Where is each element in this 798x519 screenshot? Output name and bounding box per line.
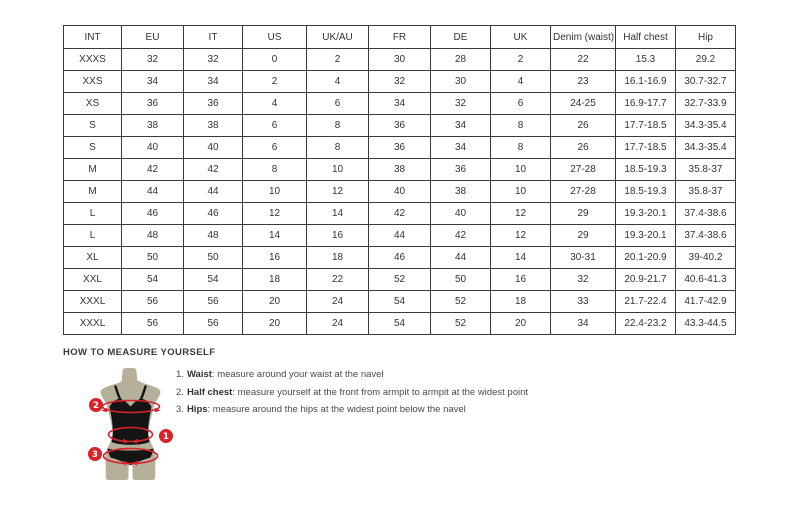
- size-cell: L: [64, 203, 122, 225]
- size-cell: 24: [307, 313, 369, 335]
- size-cell: 27-28: [551, 159, 616, 181]
- step-number: 1.: [176, 369, 184, 380]
- column-header: Half chest: [616, 26, 676, 49]
- size-cell: 50: [431, 269, 491, 291]
- size-cell: 12: [243, 203, 307, 225]
- step-label: Half chest: [186, 386, 233, 398]
- measure-steps: [176, 370, 751, 423]
- size-cell: 28: [431, 49, 491, 71]
- size-cell: 16: [307, 225, 369, 247]
- size-cell: 38: [369, 159, 431, 181]
- size-cell: 40.6-41.3: [676, 269, 736, 291]
- size-cell: 20: [491, 313, 551, 335]
- step-text: : measure around the hips at the widest point below the navel: [207, 404, 466, 415]
- size-cell: 38: [184, 115, 243, 137]
- size-cell: 26: [551, 137, 616, 159]
- size-cell: 34: [184, 71, 243, 93]
- size-cell: 40: [369, 181, 431, 203]
- size-cell: 34: [431, 137, 491, 159]
- size-cell: 8: [491, 137, 551, 159]
- size-cell: M: [64, 181, 122, 203]
- size-cell: 6: [243, 137, 307, 159]
- size-cell: 18: [307, 247, 369, 269]
- size-cell: 4: [243, 93, 307, 115]
- size-cell: 2: [307, 49, 369, 71]
- step-text: : measure yourself at the front from armpit to armpit at the widest point: [232, 386, 529, 398]
- size-cell: 22: [307, 269, 369, 291]
- size-cell: 6: [243, 115, 307, 137]
- table-row: [64, 247, 736, 269]
- size-cell: 54: [369, 291, 431, 313]
- size-cell: 4: [491, 71, 551, 93]
- size-chart-table: [63, 25, 736, 335]
- size-cell: 37.4-38.6: [676, 203, 736, 225]
- size-cell: 48: [184, 225, 243, 247]
- size-cell: 36: [122, 93, 184, 115]
- column-header: IT: [184, 26, 243, 49]
- table-header-row: [64, 26, 736, 49]
- size-cell: 8: [307, 115, 369, 137]
- size-cell: 36: [369, 137, 431, 159]
- size-cell: 17.7-18.5: [616, 115, 676, 137]
- size-cell: 44: [184, 181, 243, 203]
- size-cell: 56: [122, 313, 184, 335]
- size-cell: M: [64, 159, 122, 181]
- size-cell: 32: [431, 93, 491, 115]
- size-cell: 36: [431, 159, 491, 181]
- column-header: INT: [64, 26, 122, 49]
- size-cell: 0: [243, 49, 307, 71]
- table-row: [64, 137, 736, 159]
- size-cell: L: [64, 225, 122, 247]
- size-cell: 42: [184, 159, 243, 181]
- size-cell: 16.1-16.9: [616, 71, 676, 93]
- size-cell: 54: [122, 269, 184, 291]
- size-cell: 50: [122, 247, 184, 269]
- size-cell: 10: [307, 159, 369, 181]
- size-cell: 16.9-17.7: [616, 93, 676, 115]
- size-cell: XXS: [64, 71, 122, 93]
- size-cell: 20.1-20.9: [616, 247, 676, 269]
- size-cell: 18.5-19.3: [616, 159, 676, 181]
- size-cell: 42: [431, 225, 491, 247]
- size-cell: XXXL: [64, 313, 122, 335]
- size-cell: 39-40.2: [676, 247, 736, 269]
- size-cell: XS: [64, 93, 122, 115]
- step-number: 3.: [176, 404, 184, 415]
- figure-badge-2: [89, 398, 103, 412]
- size-cell: 29: [551, 225, 616, 247]
- size-cell: XXXS: [64, 49, 122, 71]
- size-cell: 23: [551, 71, 616, 93]
- table-row: [64, 313, 736, 335]
- size-cell: 10: [491, 181, 551, 203]
- size-cell: 16: [243, 247, 307, 269]
- size-cell: 44: [431, 247, 491, 269]
- column-header: FR: [369, 26, 431, 49]
- size-cell: 34: [431, 115, 491, 137]
- size-cell: 17.7-18.5: [616, 137, 676, 159]
- size-cell: 44: [122, 181, 184, 203]
- size-cell: 30-31: [551, 247, 616, 269]
- size-cell: 50: [184, 247, 243, 269]
- badge-number: 1: [163, 432, 169, 443]
- column-header: UK/AU: [307, 26, 369, 49]
- size-cell: 20: [243, 291, 307, 313]
- size-cell: 6: [491, 93, 551, 115]
- size-cell: 8: [243, 159, 307, 181]
- size-cell: 32: [551, 269, 616, 291]
- size-cell: 30: [431, 71, 491, 93]
- size-cell: 6: [307, 93, 369, 115]
- table-row: [64, 159, 736, 181]
- badge-number: 3: [92, 450, 98, 461]
- size-cell: 29: [551, 203, 616, 225]
- size-cell: S: [64, 137, 122, 159]
- measure-step: [176, 370, 751, 380]
- size-cell: 29.2: [676, 49, 736, 71]
- figure-badge-1: [159, 429, 173, 443]
- size-cell: 32.7-33.9: [676, 93, 736, 115]
- size-cell: 26: [551, 115, 616, 137]
- table-row: [64, 93, 736, 115]
- size-cell: XXXL: [64, 291, 122, 313]
- table-row: [64, 291, 736, 313]
- size-cell: 34: [122, 71, 184, 93]
- size-cell: 4: [307, 71, 369, 93]
- size-cell: 38: [122, 115, 184, 137]
- size-cell: 18: [491, 291, 551, 313]
- step-number: 2.: [176, 386, 184, 398]
- size-cell: 56: [184, 291, 243, 313]
- step-text: : measure around your waist at the navel: [211, 369, 384, 380]
- size-cell: 40: [431, 203, 491, 225]
- size-cell: 34: [551, 313, 616, 335]
- size-cell: 14: [491, 247, 551, 269]
- size-cell: 32: [122, 49, 184, 71]
- size-cell: 54: [184, 269, 243, 291]
- size-cell: S: [64, 115, 122, 137]
- size-cell: 34.3-35.4: [676, 115, 736, 137]
- size-cell: 42: [369, 203, 431, 225]
- size-cell: 8: [491, 115, 551, 137]
- size-cell: 34: [369, 93, 431, 115]
- column-header: UK: [491, 26, 551, 49]
- size-cell: 2: [243, 71, 307, 93]
- badge-number: 2: [93, 401, 99, 412]
- measure-step: [176, 405, 751, 415]
- column-header: US: [243, 26, 307, 49]
- size-cell: 24-25: [551, 93, 616, 115]
- table-row: [64, 115, 736, 137]
- size-cell: XXL: [64, 269, 122, 291]
- size-cell: 38: [431, 181, 491, 203]
- size-cell: 35.8-37: [676, 181, 736, 203]
- step-label: Waist: [186, 369, 212, 380]
- size-cell: 30.7-32.7: [676, 71, 736, 93]
- size-cell: 41.7-42.9: [676, 291, 736, 313]
- measure-step: [176, 388, 751, 398]
- step-label: Hips: [186, 404, 208, 415]
- size-cell: 2: [491, 49, 551, 71]
- size-cell: 14: [243, 225, 307, 247]
- size-cell: 40: [184, 137, 243, 159]
- size-cell: 52: [431, 291, 491, 313]
- size-cell: 35.8-37: [676, 159, 736, 181]
- measurement-figure: [82, 365, 182, 485]
- size-cell: 20.9-21.7: [616, 269, 676, 291]
- size-cell: 52: [431, 313, 491, 335]
- size-cell: 43.3-44.5: [676, 313, 736, 335]
- size-cell: 8: [307, 137, 369, 159]
- size-cell: 56: [184, 313, 243, 335]
- size-cell: 12: [491, 203, 551, 225]
- size-cell: 36: [184, 93, 243, 115]
- size-cell: 46: [184, 203, 243, 225]
- table-row: [64, 71, 736, 93]
- size-cell: XL: [64, 247, 122, 269]
- table-row: [64, 269, 736, 291]
- measure-section-title: HOW TO MEASURE YOURSELF: [63, 347, 216, 358]
- size-cell: 34.3-35.4: [676, 137, 736, 159]
- size-cell: 21.7-22.4: [616, 291, 676, 313]
- table-row: [64, 49, 736, 71]
- table-row: [64, 181, 736, 203]
- size-cell: 48: [122, 225, 184, 247]
- size-cell: 32: [184, 49, 243, 71]
- size-cell: 16: [491, 269, 551, 291]
- column-header: Denim (waist): [551, 26, 616, 49]
- size-cell: 10: [491, 159, 551, 181]
- table-row: [64, 225, 736, 247]
- table-row: [64, 203, 736, 225]
- size-cell: 12: [307, 181, 369, 203]
- size-cell: 10: [243, 181, 307, 203]
- figure-badge-3: [88, 447, 102, 461]
- size-cell: 22.4-23.2: [616, 313, 676, 335]
- size-cell: 37.4-38.6: [676, 225, 736, 247]
- mannequin-neck: [122, 368, 138, 383]
- size-cell: 18.5-19.3: [616, 181, 676, 203]
- size-cell: 24: [307, 291, 369, 313]
- size-cell: 40: [122, 137, 184, 159]
- size-cell: 20: [243, 313, 307, 335]
- size-cell: 30: [369, 49, 431, 71]
- size-cell: 12: [491, 225, 551, 247]
- size-cell: 36: [369, 115, 431, 137]
- size-cell: 18: [243, 269, 307, 291]
- size-cell: 52: [369, 269, 431, 291]
- size-cell: 44: [369, 225, 431, 247]
- size-cell: 33: [551, 291, 616, 313]
- size-cell: 15.3: [616, 49, 676, 71]
- size-cell: 46: [369, 247, 431, 269]
- size-cell: 32: [369, 71, 431, 93]
- size-cell: 27-28: [551, 181, 616, 203]
- size-cell: 46: [122, 203, 184, 225]
- column-header: Hip: [676, 26, 736, 49]
- size-cell: 54: [369, 313, 431, 335]
- size-cell: 42: [122, 159, 184, 181]
- size-cell: 22: [551, 49, 616, 71]
- column-header: DE: [431, 26, 491, 49]
- size-cell: 19.3-20.1: [616, 225, 676, 247]
- size-cell: 14: [307, 203, 369, 225]
- table-body: [64, 49, 736, 335]
- size-cell: 56: [122, 291, 184, 313]
- column-header: EU: [122, 26, 184, 49]
- size-cell: 19.3-20.1: [616, 203, 676, 225]
